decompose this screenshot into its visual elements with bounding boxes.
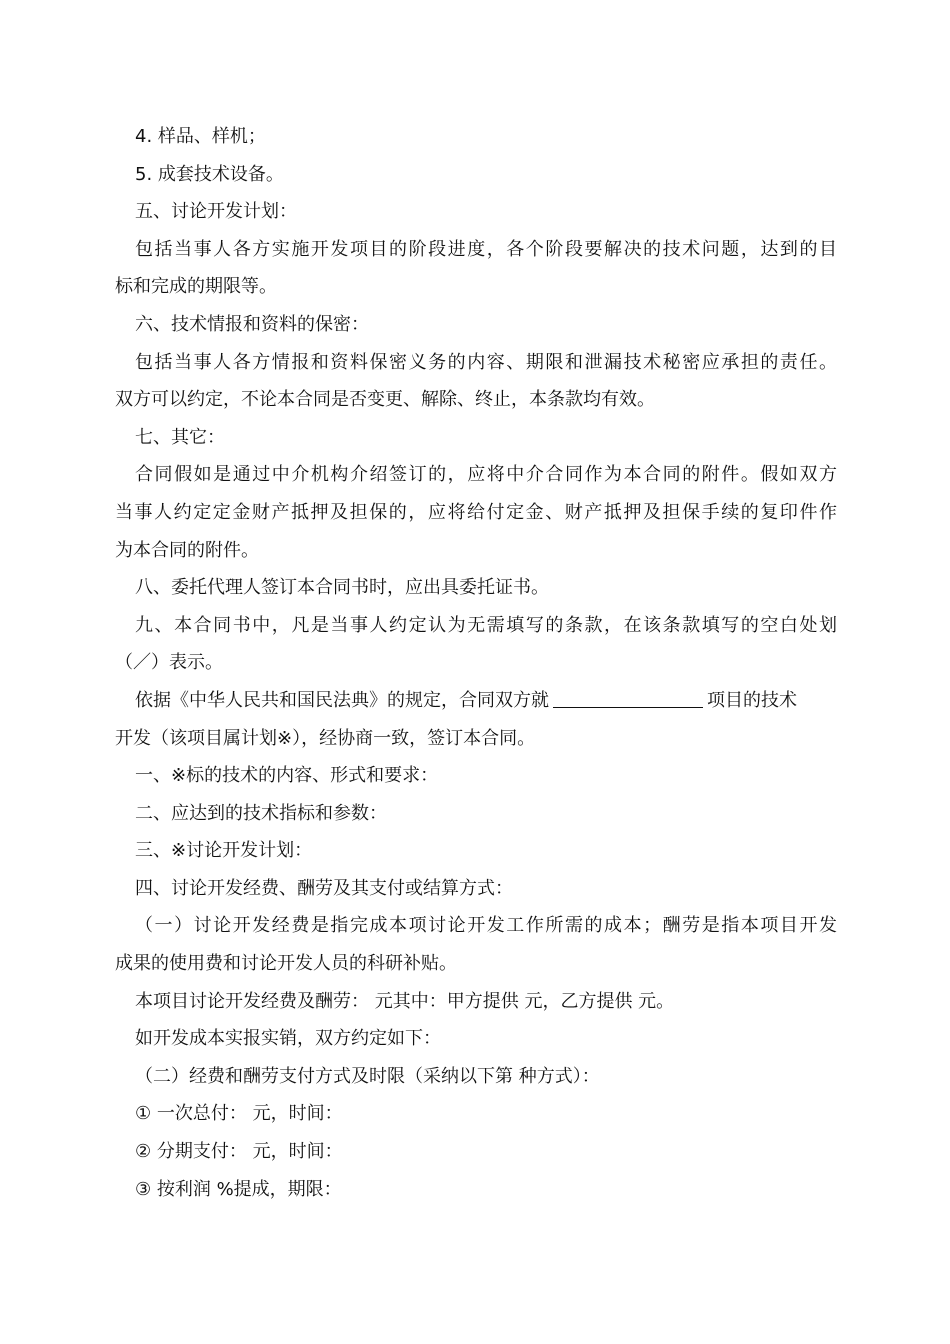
funding-line: 本项目讨论开发经费及酬劳： 元其中：甲方提供 元，乙方提供 元。 (135, 990, 675, 1012)
paragraph-line: 包括当事人各方实施开发项目的阶段进度，各个阶段要解决的技术问题，达到的目 (135, 238, 837, 260)
paragraph-line: 合同假如是通过中介机构介绍签订的，应将中介合同作为本合同的附件。假如双方 (135, 464, 837, 486)
contract-intro-line: 开发（该项目属计划※），经协商一致，签订本合同。 (115, 727, 536, 749)
section-heading-1: 一、※标的技术的内容、形式和要求： (135, 765, 439, 787)
paragraph-line: （一）讨论开发经费是指完成本项讨论开发工作所需的成本；酬劳是指本项目开发 (135, 915, 837, 937)
document-page (115, 118, 837, 1208)
payment-option-3: ③ 按利润 %提成，期限： (135, 1178, 342, 1200)
paragraph-line: 为本合同的附件。 (115, 539, 259, 561)
section-heading-5: 五、讨论开发计划： (135, 201, 297, 223)
paragraph-line: 双方可以约定，不论本合同是否变更、解除、终止，本条款均有效。 (115, 389, 655, 411)
paragraph-line: 标和完成的期限等。 (115, 276, 277, 298)
list-item-4: 4. 样品、样机； (135, 126, 266, 147)
contract-intro-text-after-blank: 项目的技术 (707, 689, 797, 711)
clause-8: 八、委托代理人签订本合同书时，应出具委托证书。 (135, 577, 549, 599)
section-heading-2: 二、应达到的技术指标和参数： (135, 802, 387, 824)
section-heading-3: 三、※讨论开发计划： (135, 840, 313, 862)
contract-intro-line (115, 682, 837, 720)
contract-intro-text: 依据《中华人民共和国民法典》的规定，合同双方就 (135, 689, 549, 711)
paragraph-line: 包括当事人各方情报和资料保密义务的内容、期限和泄漏技术秘密应承担的责任。 (135, 351, 837, 373)
clause-9-line: 九、本合同书中，凡是当事人约定认为无需填写的条款，在该条款填写的空白处划 (135, 614, 837, 636)
section-heading-4: 四、讨论开发经费、酬劳及其支付或结算方式： (135, 877, 513, 899)
list-item-5: 5. 成套技术设备。 (135, 163, 284, 185)
section-heading-6: 六、技术情报和资料的保密： (135, 313, 369, 335)
payment-option-1: ① 一次总付： 元，时间： (135, 1103, 343, 1125)
paragraph-line: 当事人约定定金财产抵押及担保的，应将给付定金、财产抵押及担保手续的复印件作 (115, 501, 837, 523)
payment-option-2: ② 分期支付： 元，时间： (135, 1141, 343, 1163)
paragraph-line: 成果的使用费和讨论开发人员的科研补贴。 (115, 953, 457, 975)
project-name-blank[interactable] (553, 687, 703, 708)
clause-9-line: （／）表示。 (115, 652, 223, 674)
section-heading-7: 七、其它： (135, 426, 225, 448)
reimbursement-line: 如开发成本实报实销，双方约定如下： (135, 1028, 441, 1050)
payment-method-heading: （二）经费和酬劳支付方式及时限（采纳以下第 种方式）： (135, 1065, 600, 1087)
